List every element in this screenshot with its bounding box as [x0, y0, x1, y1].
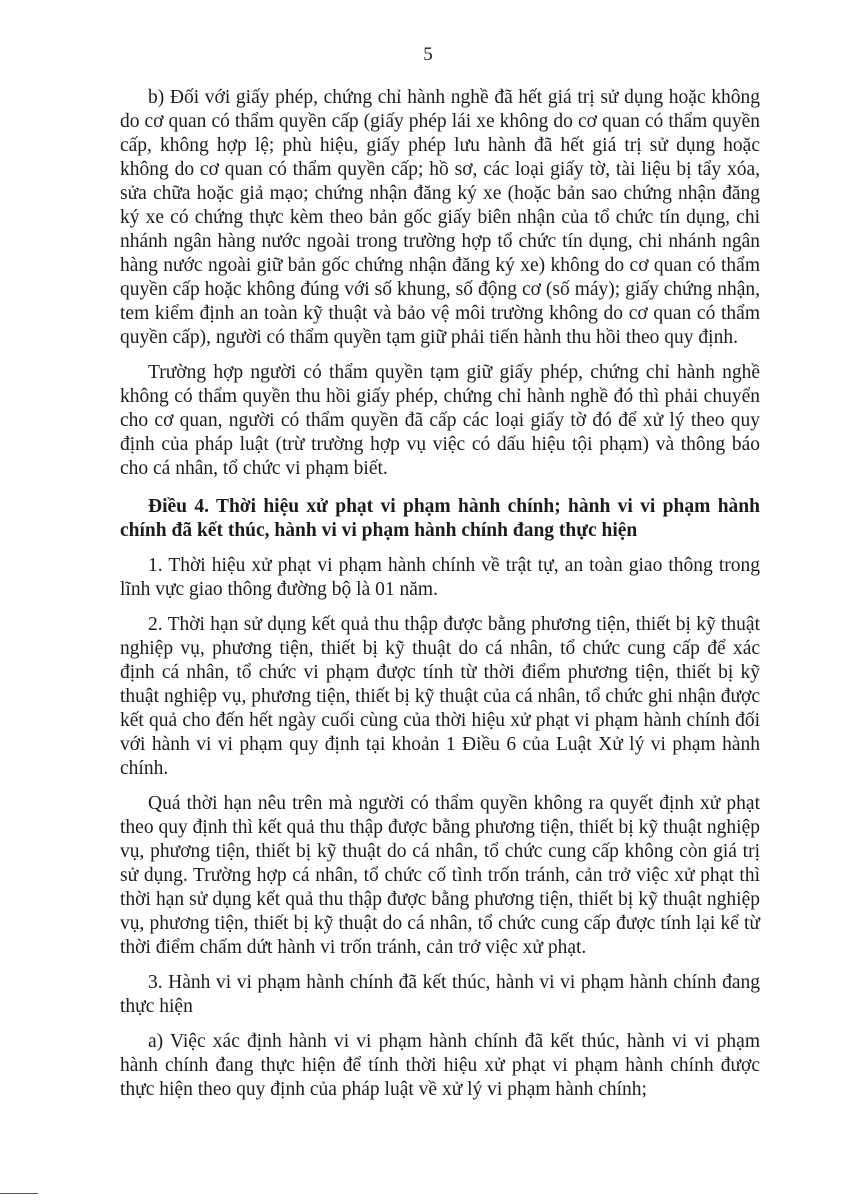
clause-2-usage-period: 2. Thời hạn sử dụng kết quả thu thập được bằng phương tiện, thiết bị kỹ thuật nghiệp vụ, phương tiện, thiết bị kỹ thuật do cá nhân, tổ chức cung cấp để xác định cá nhân, tổ chức vi phạm được tính từ thời điểm phương tiện, thiết bị kỹ thuật nghiệp vụ, phương tiện, thiết bị kỹ thuật của cá nhân, tổ chức ghi nhận được kết quả cho đến hết ngày cuối cùng của thời hiệu xử phạt vi phạm hành chính đối với hành vi vi phạm quy định tại khoản 1 Điều 6 của Luật Xử lý vi phạm hành chính.: [120, 614, 760, 779]
paragraph-b-permits: b) Đối với giấy phép, chứng chỉ hành nghề đã hết giá trị sử dụng hoặc không do cơ quan có thẩm quyền cấp (giấy phép lái xe không do cơ quan có thẩm quyền cấp, không hợp lệ; phù hiệu, giấy phép lưu hành đã hết giá trị sử dụng hoặc không do cơ quan có thẩm quyền cấp; hồ sơ, các loại giấy tờ, tài liệu bị tẩy xóa, sửa chữa hoặc giả mạo; chứng nhận đăng ký xe (hoặc bản sao chứng nhận đăng ký xe có chứng thực kèm theo bản gốc giấy biên nhận của tổ chức tín dụng, chi nhánh ngân hàng nước ngoài trong trường hợp tổ chức tín dụng, chi nhánh ngân hàng nước ngoài giữ bản gốc chứng nhận đăng ký xe) không do cơ quan có thẩm quyền cấp hoặc không đúng với số khung, số động cơ (số máy); giấy chứng nhận, tem kiểm định an toàn kỹ thuật và bảo vệ môi trường không do cơ quan có thẩm quyền cấp), người có thẩm quyền tạm giữ phải tiến hành thu hồi theo quy định.: [120, 87, 760, 348]
clause-3-title: 3. Hành vi vi phạm hành chính đã kết thúc, hành vi vi phạm hành chính đang thực hiện: [120, 972, 760, 1017]
paragraph-transfer-case: Trường hợp người có thẩm quyền tạm giữ giấy phép, chứng chỉ hành nghề không có thẩm quyền thu hồi giấy phép, chứng chỉ hành nghề đó thì phải chuyển cho cơ quan, người có thẩm quyền đã cấp các loại giấy tờ đó để xử lý theo quy định của pháp luật (trừ trường hợp vụ việc có dấu hiệu tội phạm) và thông báo cho cá nhân, tổ chức vi phạm biết.: [120, 362, 760, 479]
paragraph-expired-period: Quá thời hạn nêu trên mà người có thẩm quyền không ra quyết định xử phạt theo quy định thì kết quả thu thập được bằng phương tiện, thiết bị kỹ thuật nghiệp vụ, phương tiện, thiết bị kỹ thuật do cá nhân, tổ chức cung cấp không còn giá trị sử dụng. Trường hợp cá nhân, tổ chức cố tình trốn tránh, cản trở việc xử phạt thì thời hạn sử dụng kết quả thu thập được bằng phương tiện, thiết bị kỹ thuật nghiệp vụ, phương tiện, thiết bị kỹ thuật do cá nhân, tổ chức cung cấp được tính lại kể từ thời điểm chấm dứt hành vi trốn tránh, cản trở việc xử phạt.: [120, 793, 760, 958]
bottom-divider: [0, 1193, 38, 1194]
document-body: [120, 86, 760, 1113]
clause-3a: a) Việc xác định hành vi vi phạm hành chính đã kết thúc, hành vi vi phạm hành chính đang thực hiện để tính thời hiệu xử phạt vi phạm hành chính được thực hiện theo quy định của pháp luật về xử lý vi phạm hành chính;: [120, 1031, 760, 1100]
page-number: 5: [423, 44, 433, 65]
clause-1-statute: 1. Thời hiệu xử phạt vi phạm hành chính về trật tự, an toàn giao thông trong lĩnh vực giao thông đường bộ là 01 năm.: [120, 555, 760, 600]
article-4-heading: Điều 4. Thời hiệu xử phạt vi phạm hành chính; hành vi vi phạm hành chính đã kết thúc, hành vi vi phạm hành chính đang thực hiện: [120, 496, 760, 541]
